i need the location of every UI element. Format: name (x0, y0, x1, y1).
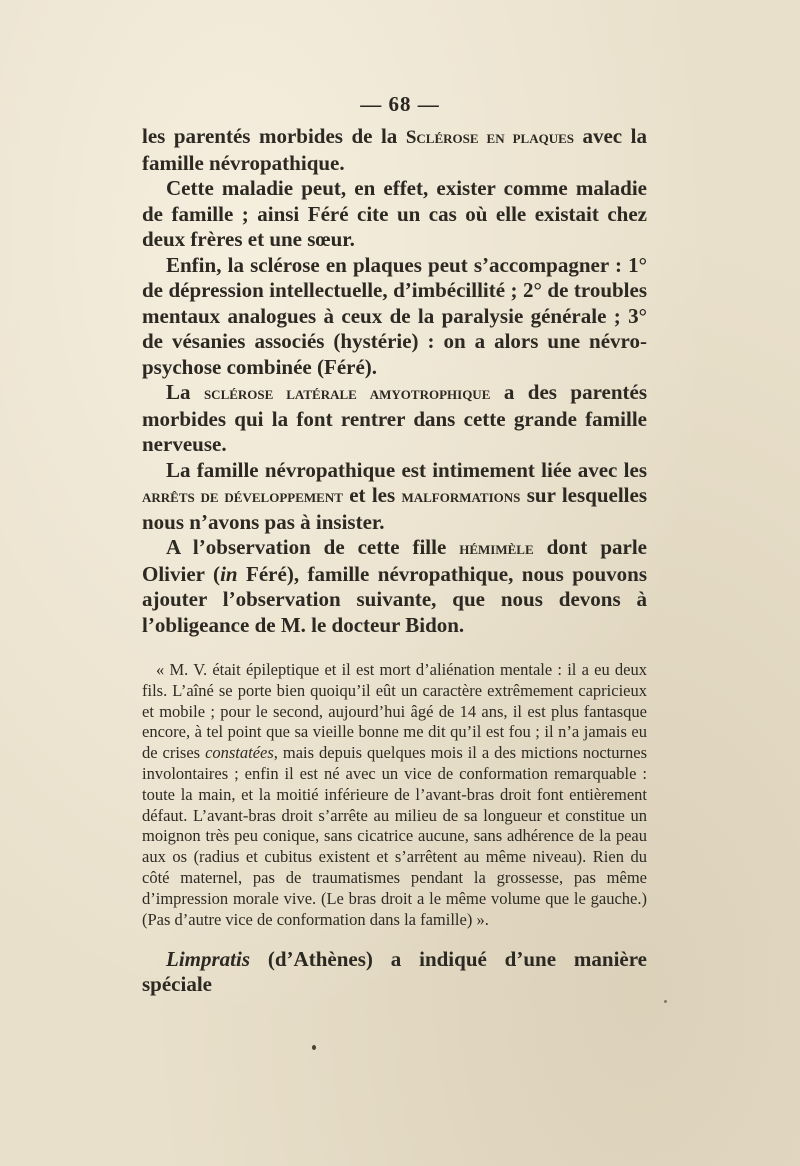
closing-paragraph (142, 947, 647, 998)
paragraph-sclerose-laterale (142, 380, 647, 458)
paper-speck (312, 1045, 316, 1050)
text-run: et les (342, 483, 402, 507)
paragraph-maladie-famille: Cette maladie peut, en effet, exister comme maladie de famille ; ainsi Féré cite un cas où elle existait chez deux frères et une sœur. (142, 176, 647, 251)
text-run: , mais depuis quelques mois il a des mictions nocturnes involontaires ; enfin il est né avec un vice de conformation remarquable : toute la main, et la moitié inférieure de l’avant-bras droit font entièrement défaut. L’avant-bras droit s’arrête au milieu de sa longueur et constitue un moignon très peu conique, sans cicatrice aucune, sans adhérence de la peau aux os (radius et cubitus existent et s’arrêtent au même niveau). Rien du côté maternel, pas de traumatismes pendant la grossesse, pas même d’impression morale vive. (Le bras droit a le même volume que le gauche.) (Pas d’autre vice de conformation dans la famille) ». (142, 743, 647, 929)
text-run: A l’observation de cette fille (166, 535, 460, 559)
text-run: a des parentés morbides qui la font rentrer dans cette grande famille nerveuse. (142, 380, 647, 456)
text-run: (d’Athènes) a indiqué d’une manière spéciale (142, 946, 647, 997)
small-caps-term: hémimèle (459, 538, 534, 559)
small-caps-term: malformations (401, 486, 521, 507)
italic-term: in (220, 561, 238, 586)
small-caps-term: arrêts de développement (142, 486, 343, 507)
small-caps-term: sclérose latérale amyotrophique (203, 383, 491, 404)
italic-term: constatées (205, 743, 274, 763)
paragraph-enfin: Enfin, la sclérose en plaques peut s’accompagner : 1° de dépression intellectuelle, d’imbécillité ; 2° de troubles mentaux analogues à ceux de la paralysie générale ; 3° de vésanies associés (hystérie) : on a alors une névro-psychose combinée (Féré). (142, 252, 647, 379)
main-text (142, 124, 647, 998)
paragraph-famille-nevropathique (142, 458, 647, 536)
paragraph-parentes-sclerose (142, 124, 647, 176)
text-run: La (166, 380, 204, 404)
text-run: sur lesquelles nous n’avons pas à insister. (142, 483, 647, 534)
text-run: Féré), famille névropathique, nous pouvons ajouter l’observation suivante, que nous devons à l’obligeance de M. le docteur Bidon. (142, 561, 647, 637)
text-run: dont parle Olivier ( (142, 535, 647, 586)
page-number: — 68 — (360, 92, 440, 116)
quoted-observation (142, 660, 647, 930)
text-run: avec la famille névropathique. (142, 124, 647, 175)
italic-author: Limpratis (166, 946, 251, 971)
text-run: « M. V. était épileptique et il est mort d’aliénation mentale : il a eu deux fils. L’aîné se porte bien quoiqu’il eût un caractère extrêmement capricieux et mobile ; pour le second, aujourd’hui âgé de 14 ans, il est plus fantasque encore, à tel point que sa vieille bonne me dit qu’il est fou ; il n’a jamais eu de crises (142, 660, 647, 763)
small-caps-term: Sclérose en plaques (405, 127, 574, 148)
text-run: les parentés morbides de la (142, 124, 406, 148)
text-run: La famille névropathique est intimement liée avec les (166, 457, 647, 482)
paragraph-observation (142, 535, 647, 638)
paper-speck (664, 1000, 667, 1003)
